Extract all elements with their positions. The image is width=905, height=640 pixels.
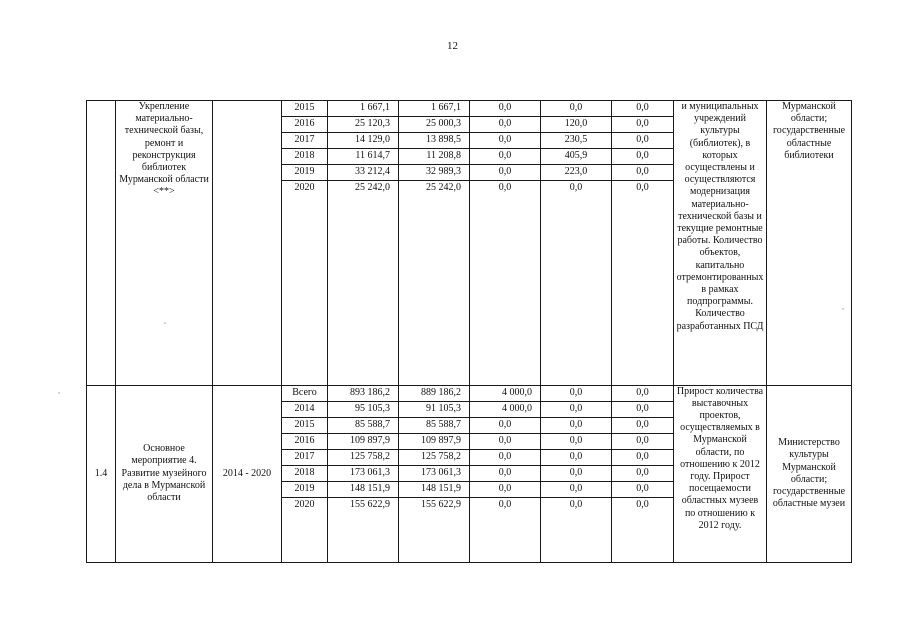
year-cell: Всего xyxy=(282,385,328,401)
empty-cell xyxy=(612,513,674,563)
empty-cell xyxy=(328,513,399,563)
empty-cell xyxy=(470,196,541,385)
source-2-cell: 0,0 xyxy=(470,481,541,497)
source-2-cell: 0,0 xyxy=(470,497,541,513)
source-3-cell: 0,0 xyxy=(541,497,612,513)
table-row xyxy=(87,101,852,117)
scan-speck xyxy=(58,392,60,394)
source-4-cell: 0,0 xyxy=(612,117,674,133)
year-cell: 2018 xyxy=(282,149,328,165)
total-cell: 95 105,3 xyxy=(328,401,399,417)
activity-title: Укрепление материально-технической базы, ремонт и реконструкция библиотек Мурманской области <**> xyxy=(116,101,213,386)
empty-cell xyxy=(612,196,674,385)
scan-speck xyxy=(842,308,844,310)
source-3-cell: 0,0 xyxy=(541,433,612,449)
total-cell: 155 622,9 xyxy=(328,497,399,513)
source-3-cell: 0,0 xyxy=(541,101,612,117)
empty-cell xyxy=(399,196,470,385)
source-1-cell: 11 208,8 xyxy=(399,149,470,165)
source-4-cell: 0,0 xyxy=(612,481,674,497)
indicator-text: Прирост количества выставочных проектов, осуществляемых в Мурманской области, по отношению к 2012 году. Прирост посещаемости областных музеев по отношению к 2012 году. xyxy=(674,385,767,563)
source-2-cell: 4 000,0 xyxy=(470,401,541,417)
source-3-cell: 230,5 xyxy=(541,133,612,149)
source-4-cell: 0,0 xyxy=(612,401,674,417)
total-cell: 893 186,2 xyxy=(328,385,399,401)
year-cell: 2019 xyxy=(282,165,328,181)
source-3-cell: 120,0 xyxy=(541,117,612,133)
total-cell: 33 212,4 xyxy=(328,165,399,181)
empty-cell xyxy=(328,196,399,385)
empty-cell xyxy=(282,513,328,563)
source-3-cell: 0,0 xyxy=(541,181,612,197)
total-cell: 14 129,0 xyxy=(328,133,399,149)
page-number: 12 xyxy=(447,40,458,52)
year-cell: 2017 xyxy=(282,133,328,149)
source-2-cell: 0,0 xyxy=(470,117,541,133)
source-2-cell: 0,0 xyxy=(470,149,541,165)
empty-cell xyxy=(470,513,541,563)
empty-cell xyxy=(282,196,328,385)
source-4-cell: 0,0 xyxy=(612,433,674,449)
source-4-cell: 0,0 xyxy=(612,181,674,197)
source-2-cell: 0,0 xyxy=(470,433,541,449)
empty-cell xyxy=(399,513,470,563)
source-1-cell: 148 151,9 xyxy=(399,481,470,497)
source-1-cell: 155 622,9 xyxy=(399,497,470,513)
year-cell: 2019 xyxy=(282,481,328,497)
source-3-cell: 405,9 xyxy=(541,149,612,165)
source-4-cell: 0,0 xyxy=(612,497,674,513)
total-cell: 109 897,9 xyxy=(328,433,399,449)
source-1-cell: 25 242,0 xyxy=(399,181,470,197)
year-cell: 2014 xyxy=(282,401,328,417)
year-cell: 2015 xyxy=(282,101,328,117)
table-row xyxy=(87,385,852,401)
year-cell: 2020 xyxy=(282,497,328,513)
year-cell: 2017 xyxy=(282,449,328,465)
source-2-cell: 0,0 xyxy=(470,465,541,481)
source-1-cell: 125 758,2 xyxy=(399,449,470,465)
year-cell: 2016 xyxy=(282,433,328,449)
source-1-cell: 1 667,1 xyxy=(399,101,470,117)
source-1-cell: 85 588,7 xyxy=(399,417,470,433)
source-3-cell: 0,0 xyxy=(541,465,612,481)
indicator-text: и муниципальных учреждений культуры (библиотек), в которых осуществлены и осуществляются модернизация материально-технической базы и текущие ремонтные работы. Количество объектов, капитально отремонтированных в рамках подпрограммы. Количество разработанных ПСД xyxy=(674,101,767,386)
total-cell: 173 061,3 xyxy=(328,465,399,481)
total-cell: 25 242,0 xyxy=(328,181,399,197)
source-4-cell: 0,0 xyxy=(612,449,674,465)
source-4-cell: 0,0 xyxy=(612,149,674,165)
source-2-cell: 0,0 xyxy=(470,417,541,433)
source-1-cell: 109 897,9 xyxy=(399,433,470,449)
source-2-cell: 0,0 xyxy=(470,181,541,197)
source-1-cell: 32 989,3 xyxy=(399,165,470,181)
row-number-cell xyxy=(87,101,116,386)
source-3-cell: 0,0 xyxy=(541,385,612,401)
source-2-cell: 4 000,0 xyxy=(470,385,541,401)
executor-text: Мурманской области; государственные областные библиотеки xyxy=(767,101,852,386)
source-4-cell: 0,0 xyxy=(612,165,674,181)
source-3-cell: 0,0 xyxy=(541,449,612,465)
total-cell: 148 151,9 xyxy=(328,481,399,497)
source-4-cell: 0,0 xyxy=(612,385,674,401)
scan-speck xyxy=(164,322,166,324)
source-2-cell: 0,0 xyxy=(470,165,541,181)
year-cell: 2020 xyxy=(282,181,328,197)
source-3-cell: 0,0 xyxy=(541,417,612,433)
year-cell: 2016 xyxy=(282,117,328,133)
section-museums xyxy=(87,385,852,563)
source-3-cell: 0,0 xyxy=(541,481,612,497)
empty-cell xyxy=(541,513,612,563)
total-cell: 1 667,1 xyxy=(328,101,399,117)
source-1-cell: 91 105,3 xyxy=(399,401,470,417)
period-cell xyxy=(213,101,282,386)
total-cell: 11 614,7 xyxy=(328,149,399,165)
source-4-cell: 0,0 xyxy=(612,417,674,433)
source-2-cell: 0,0 xyxy=(470,133,541,149)
total-cell: 85 588,7 xyxy=(328,417,399,433)
executor-text: Министерство культуры Мурманской области; государственные областные музеи xyxy=(767,385,852,563)
source-4-cell: 0,0 xyxy=(612,101,674,117)
activity-title: Основное мероприятие 4. Развитие музейного дела в Мурманской области xyxy=(116,385,213,563)
section-libraries xyxy=(87,101,852,386)
program-table xyxy=(86,100,852,563)
source-4-cell: 0,0 xyxy=(612,133,674,149)
total-cell: 125 758,2 xyxy=(328,449,399,465)
year-cell: 2015 xyxy=(282,417,328,433)
source-3-cell: 223,0 xyxy=(541,165,612,181)
row-number-cell: 1.4 xyxy=(87,385,116,563)
period-cell: 2014 - 2020 xyxy=(213,385,282,563)
source-1-cell: 173 061,3 xyxy=(399,465,470,481)
year-cell: 2018 xyxy=(282,465,328,481)
empty-cell xyxy=(541,196,612,385)
source-4-cell: 0,0 xyxy=(612,465,674,481)
source-2-cell: 0,0 xyxy=(470,101,541,117)
source-2-cell: 0,0 xyxy=(470,449,541,465)
source-1-cell: 889 186,2 xyxy=(399,385,470,401)
source-1-cell: 13 898,5 xyxy=(399,133,470,149)
total-cell: 25 120,3 xyxy=(328,117,399,133)
source-3-cell: 0,0 xyxy=(541,401,612,417)
source-1-cell: 25 000,3 xyxy=(399,117,470,133)
